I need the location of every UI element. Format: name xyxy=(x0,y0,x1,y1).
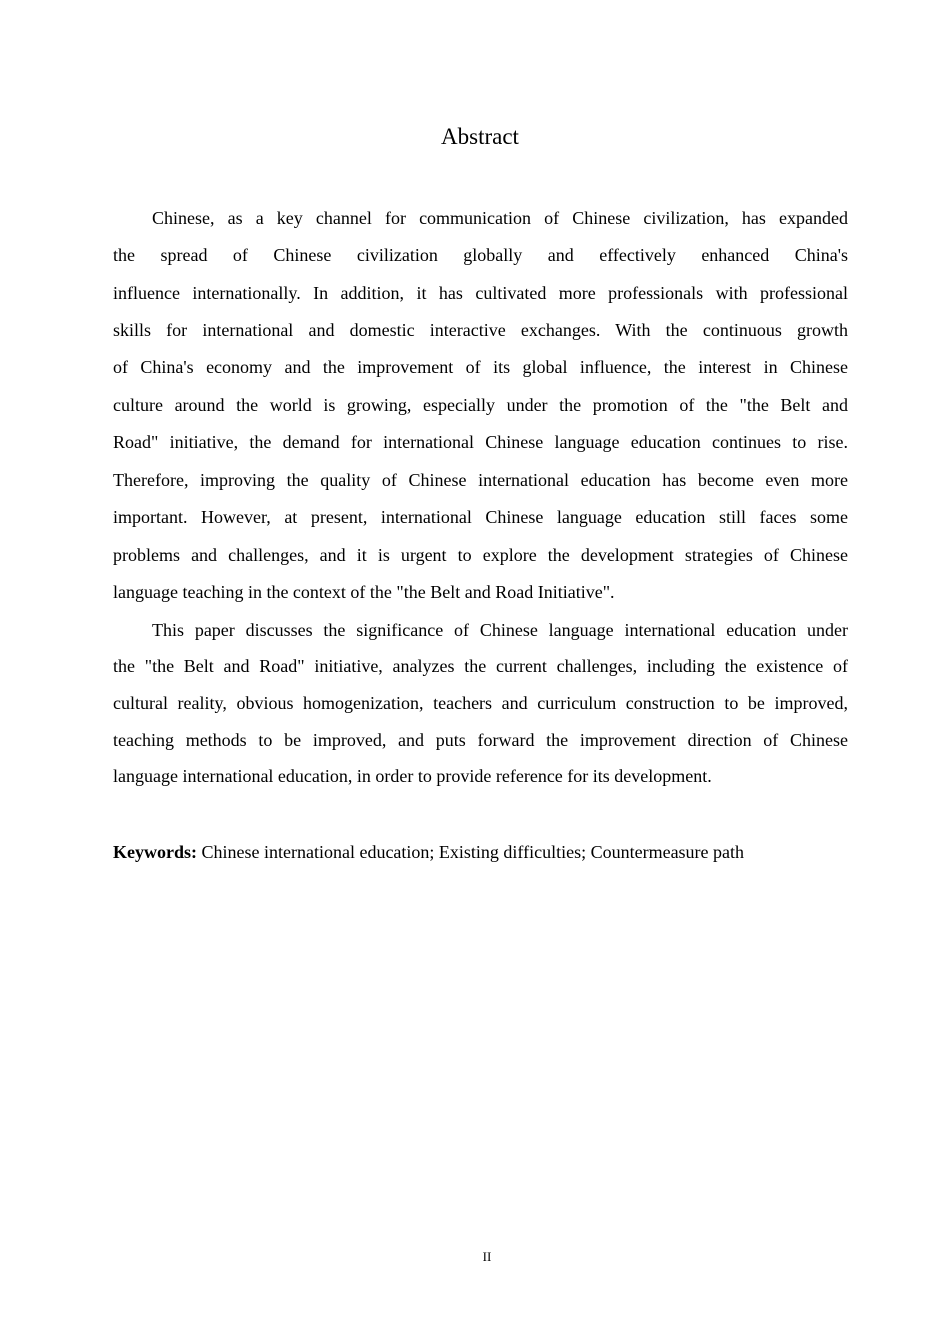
text-line: cultural reality, obvious homogenization, teachers and curriculum construction to be improved, xyxy=(113,693,848,713)
text-line: influence internationally. In addition, it has cultivated more professionals with professional xyxy=(113,283,848,303)
text-line: of China's economy and the improvement of its global influence, the interest in Chinese xyxy=(113,357,848,377)
text-line: important. However, at present, international Chinese language education still faces some xyxy=(113,507,848,527)
keywords xyxy=(113,840,744,864)
text-line: Chinese, as a key channel for communication of Chinese civilization, has expanded xyxy=(152,208,848,228)
text-line: This paper discusses the significance of Chinese language international education under xyxy=(152,620,848,640)
text-line: problems and challenges, and it is urgent to explore the development strategies of Chinese xyxy=(113,545,848,565)
keywords-text: Chinese international education; Existing difficulties; Countermeasure path xyxy=(197,842,745,862)
text-line: language teaching in the context of the "the Belt and Road Initiative". xyxy=(113,582,615,602)
text-line: teaching methods to be improved, and puts forward the improvement direction of Chinese xyxy=(113,730,848,750)
text-line: the "the Belt and Road" initiative, analyzes the current challenges, including the existence of xyxy=(113,656,848,676)
page-title: Abstract xyxy=(441,124,519,149)
text-line: Therefore, improving the quality of Chinese international education has become even more xyxy=(113,470,848,490)
keywords-label: Keywords: xyxy=(113,842,197,862)
text-line: language international education, in order to provide reference for its development. xyxy=(113,766,712,786)
text-line: Road" initiative, the demand for international Chinese language education continues to rise. xyxy=(113,432,848,452)
text-line: skills for international and domestic interactive exchanges. With the continuous growth xyxy=(113,320,848,340)
page-number: II xyxy=(482,1249,492,1264)
text-line: the spread of Chinese civilization globally and effectively enhanced China's xyxy=(113,245,848,265)
text-line: culture around the world is growing, especially under the promotion of the "the Belt and xyxy=(113,395,848,415)
